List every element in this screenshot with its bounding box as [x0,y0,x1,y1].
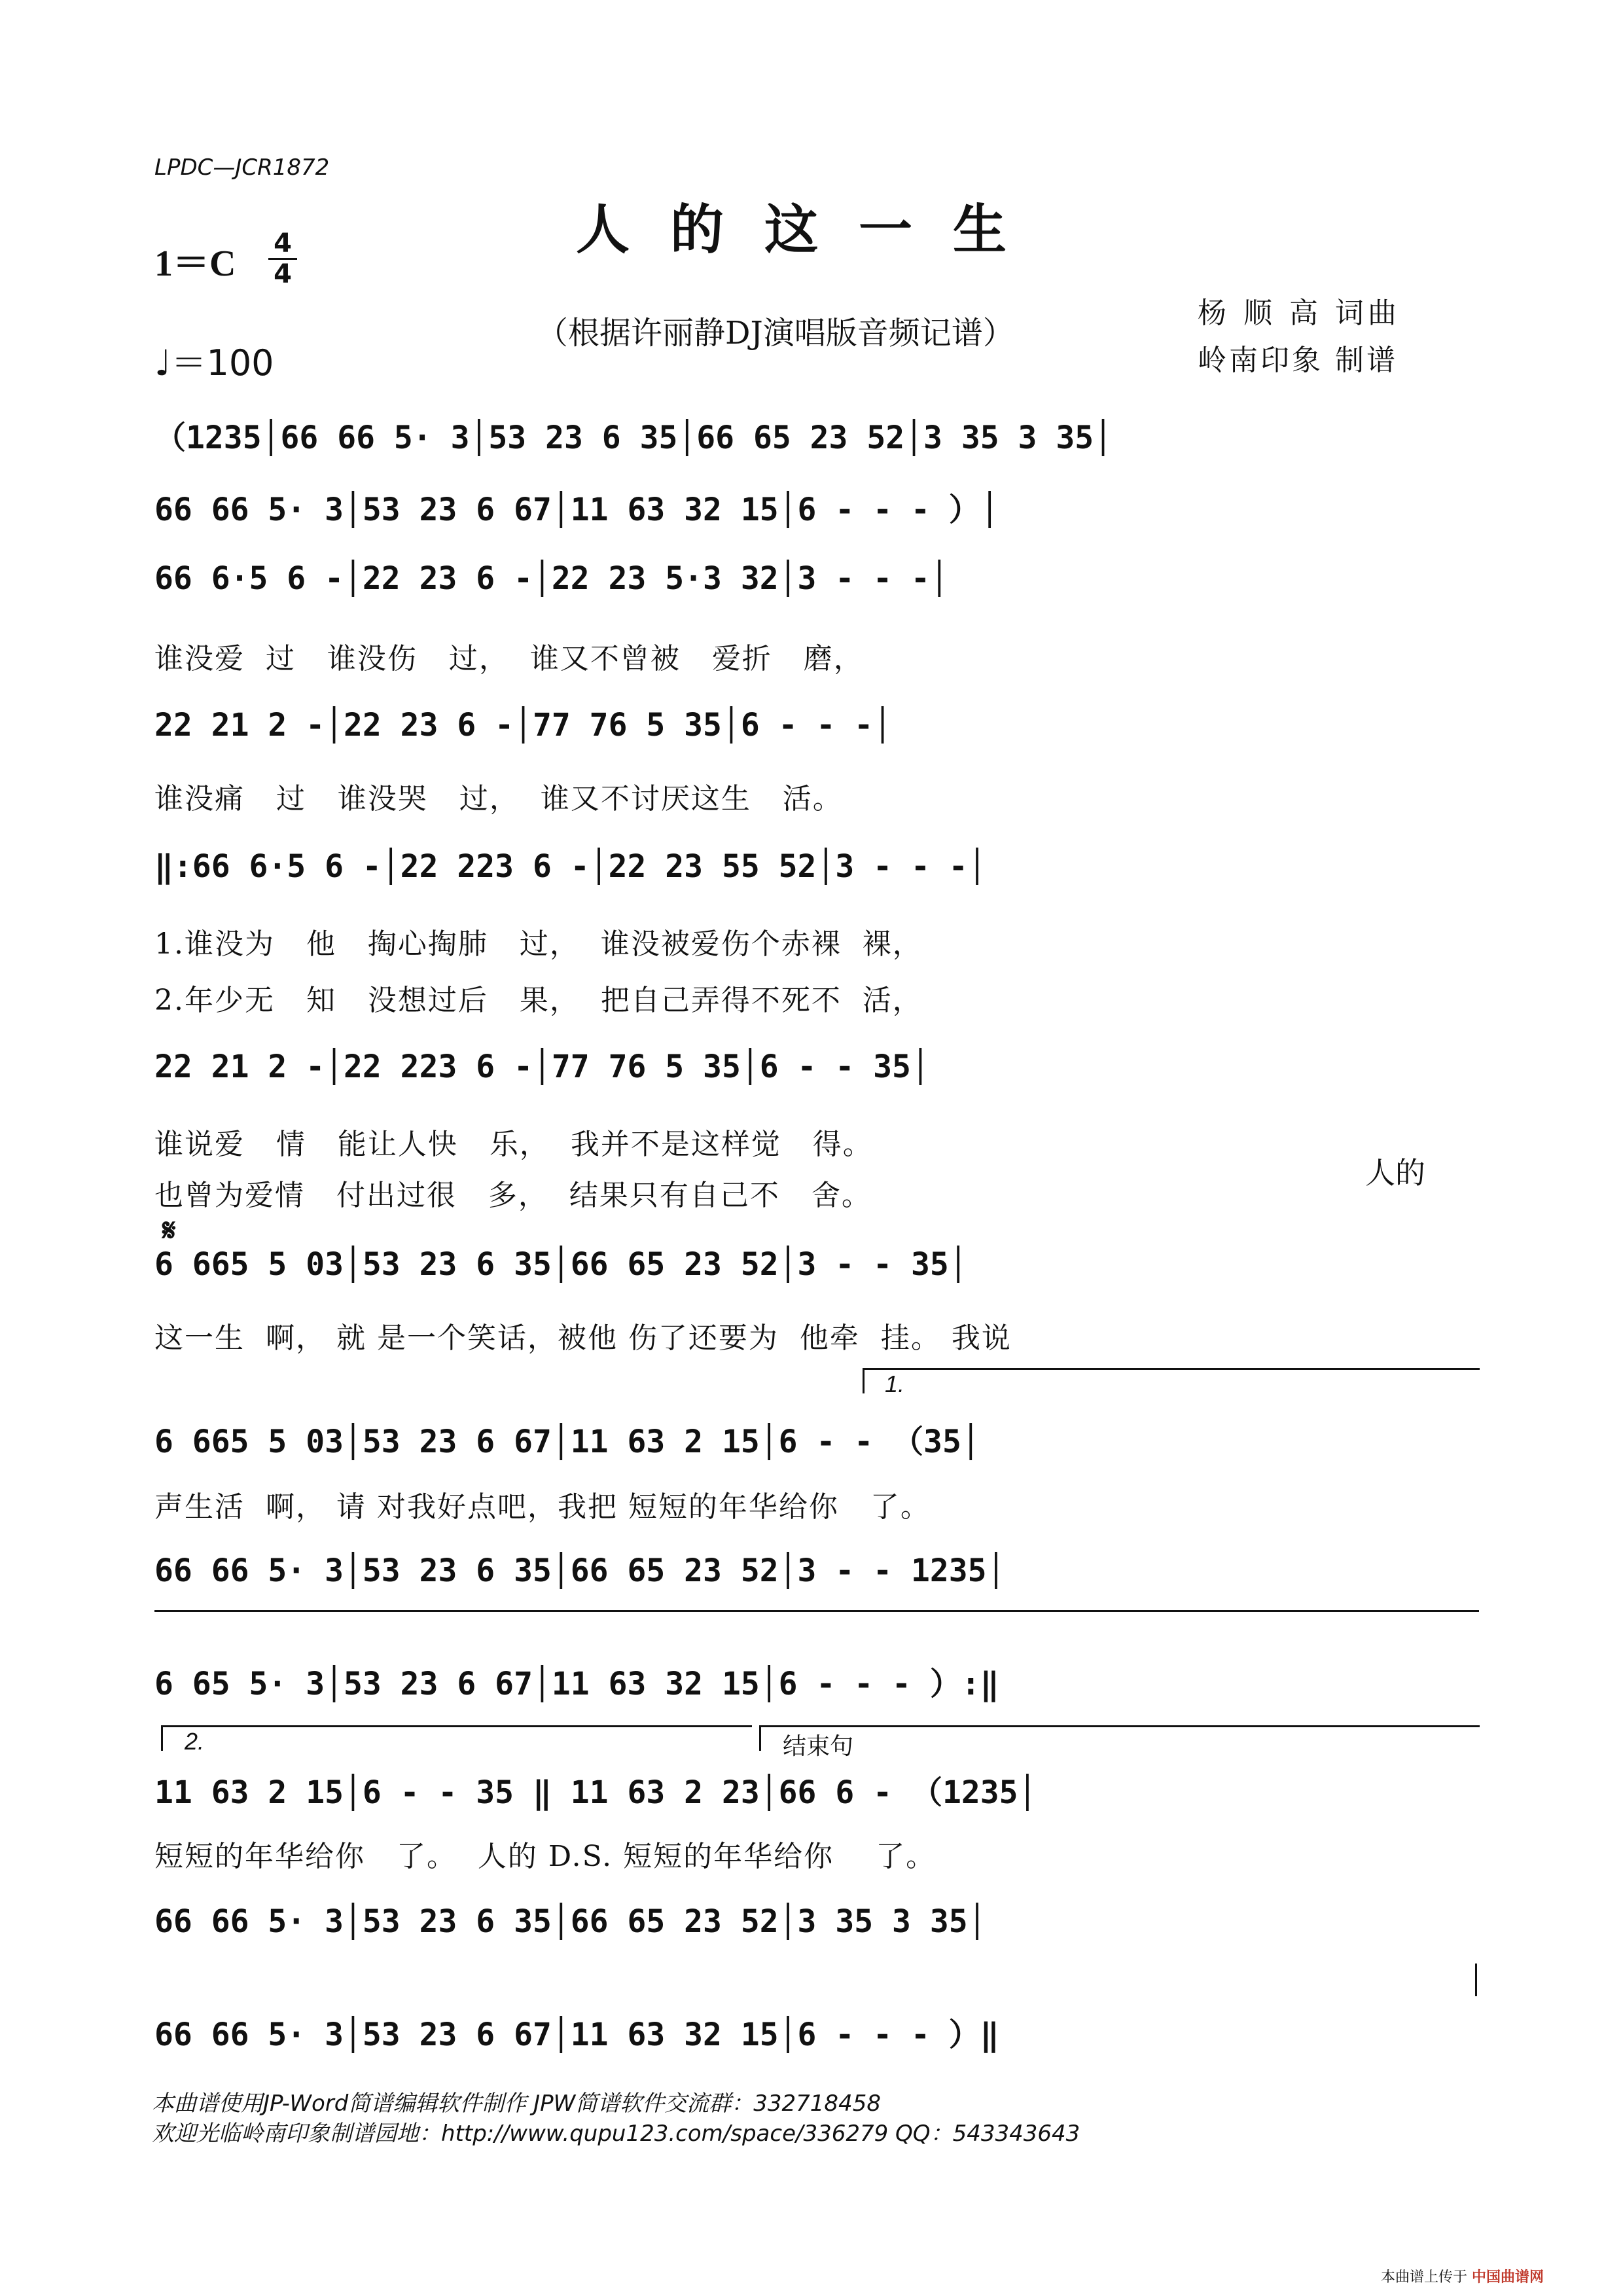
score-row-3-lyrics: 谁没爱 过 谁没伤 过， 谁又不曾被 爱折 磨， [154,642,864,675]
volta-1-label: 1. [885,1371,905,1397]
score-row-5-notes: ‖:66 6·5 6 -│22 223 6 -│22 23 55 52│3 - - -│ [154,848,987,885]
score-row-7-lyrics: 这一生 啊， 就 是一个笑话，被他 伤了还要为 他牵 挂。 我说 [154,1321,1012,1355]
key-signature: 1＝C [154,243,236,284]
volta-1-bracket [863,1368,1480,1393]
score-row-12-notes: 66 66 5· 3│53 23 6 35│66 65 23 52│3 35 3 35│ [154,1903,987,1940]
footer-website-line: 欢迎光临岭南印象制谱园地：http://www.qupu123.com/space/336279 QQ：543343643 [152,2121,1080,2147]
time-signature [268,230,297,287]
subtitle: （根据许丽静DJ演唱版音频记谱） [537,315,1014,351]
volta-1-bracket-line [154,1610,1479,1612]
volta-2-bracket [161,1725,752,1751]
credit-lyrics-music: 杨 顺 高 词曲 [1198,296,1400,330]
score-row-13-notes: 66 66 5· 3│53 23 6 67│11 63 32 15│6 - - - ）‖ [154,2017,999,2053]
score-code: LPDC—JCR1872 [154,154,330,181]
ending-label: 结束句 [783,1732,854,1759]
score-row-3-notes: 66 6·5 6 -│22 23 6 -│22 23 5·3 32│3 - - -│ [154,560,949,597]
score-row-9-notes: 66 66 5· 3│53 23 6 35│66 65 23 52│3 - - 1235│ [154,1552,1006,1589]
volta-2-label: 2. [185,1728,205,1755]
score-row-1-notes: （1235│66 66 5· 3│53 23 6 35│66 65 23 52│3 35 3 35│ [154,420,1113,456]
score-row-4-notes: 22 21 2 -│22 23 6 -│77 76 5 35│6 - - -│ [154,707,893,744]
footer-software-line: 本曲谱使用JP-Word简谱编辑软件制作 JPW简谱软件交流群：332718458 [152,2090,881,2117]
side-lyric-note: 人的 [1365,1155,1425,1191]
upload-stamp [1381,2266,1544,2286]
score-row-11-notes: 11 63 2 15│6 - - 35 ‖ 11 63 2 23│66 6 - （1235│ [154,1774,1037,1811]
score-row-2-notes: 66 66 5· 3│53 23 6 67│11 63 32 15│6 - - - ）│ [154,492,999,528]
credit-score-maker: 岭南印象 制谱 [1198,344,1398,377]
page-title: 人的这一生 [575,198,1047,261]
upload-site-logo: 中国曲谱网 [1472,2269,1544,2286]
score-row-10-notes: 6 65 5· 3│53 23 6 67│11 63 32 15│6 - - - ）:‖ [154,1666,999,1702]
score-row-8-lyrics: 声生活 啊， 请 对我好点吧，我把 短短的年华给你 了。 [154,1490,931,1524]
ending-bracket-edge [1475,1964,1477,1996]
score-row-8-notes: 6 665 5 03│53 23 6 67│11 63 2 15│6 - - （35│ [154,1424,980,1460]
score-row-7-notes: 6 665 5 03│53 23 6 35│66 65 23 52│3 - - 35│ [154,1246,968,1283]
time-signature-top: 4 [274,228,292,259]
ending-bracket [759,1725,1480,1751]
time-signature-bottom: 4 [274,259,292,289]
score-row-6-notes: 22 21 2 -│22 223 6 -│77 76 5 35│6 - - 35│ [154,1049,930,1085]
score-row-5-lyrics-verse-2: 2.年少无 知 没想过后 果， 把自己弄得不死不 活， [154,984,923,1017]
tempo-marking: ♩＝100 [154,342,274,384]
score-row-6-lyrics-verse-1: 谁说爱 情 能让人快 乐， 我并不是这样觉 得。 [154,1128,873,1161]
score-row-6-lyrics-verse-2: 也曾为爱情 付出过很 多， 结果只有自己不 舍。 [154,1179,872,1212]
upload-prefix: 本曲谱上传于 [1381,2269,1468,2286]
score-row-4-lyrics: 谁没痛 过 谁没哭 过， 谁又不讨厌这生 活。 [154,782,843,816]
score-row-11-lyrics: 短短的年华给你 了。 人的 D.S. 短短的年华给你 了。 [154,1840,936,1873]
score-row-5-lyrics-verse-1: 1.谁没为 他 掏心掏肺 过， 谁没被爱伤个赤裸 裸， [154,927,923,961]
segno-sign: 𝄋 [162,1212,176,1249]
